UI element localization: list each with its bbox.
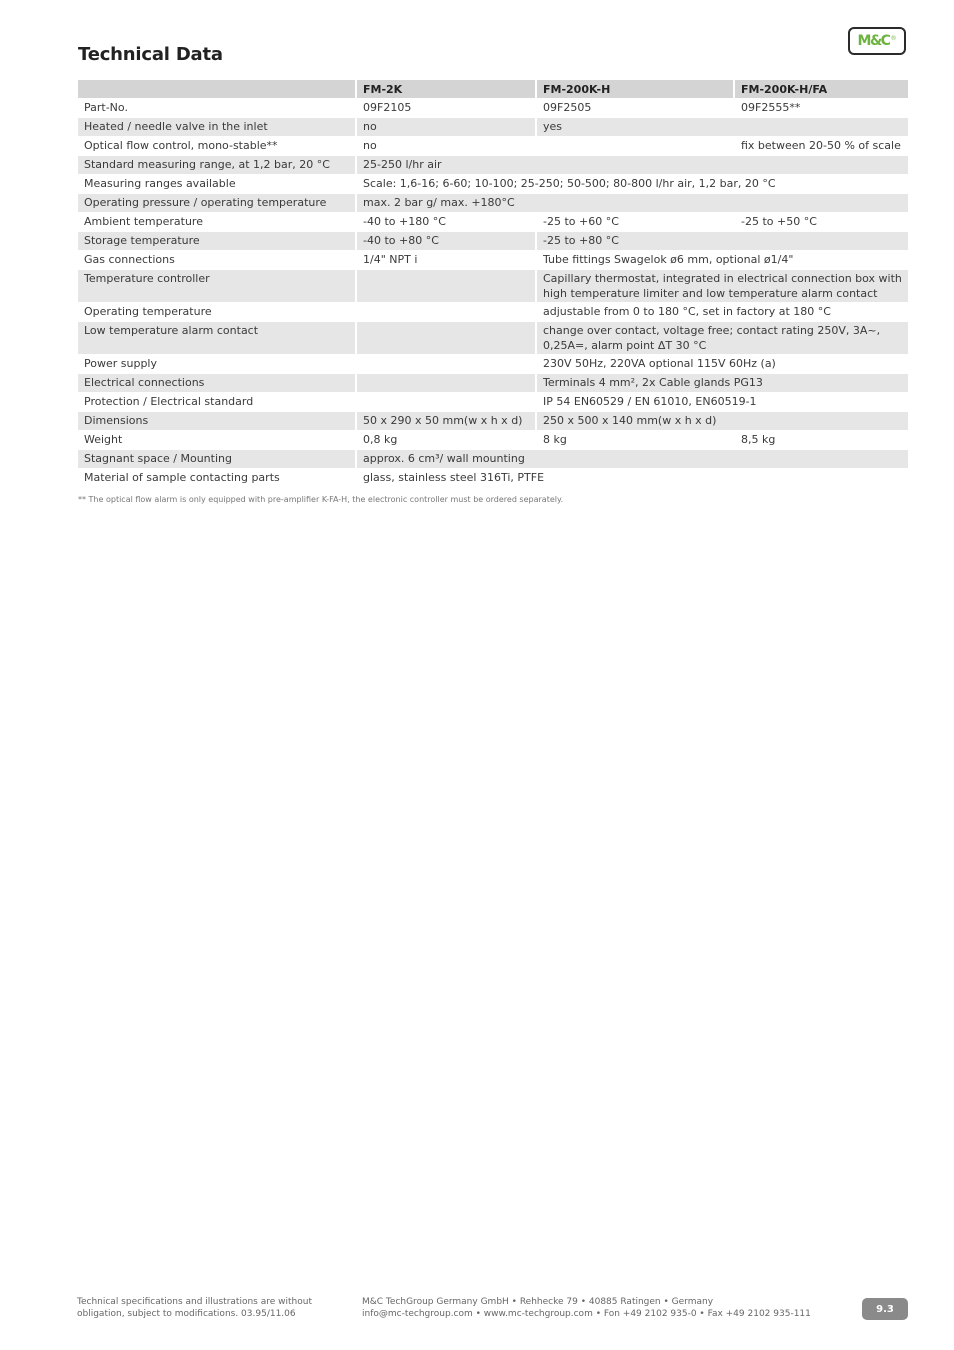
row-label: Gas connections (78, 251, 356, 270)
page-title: Technical Data (78, 44, 223, 65)
row-label: Protection / Electrical standard (78, 393, 356, 412)
row-label: Part-No. (78, 99, 356, 118)
table-row (78, 118, 908, 137)
table-row (78, 213, 908, 232)
cell-value: no (356, 137, 536, 156)
row-label: Low temperature alarm contact (78, 322, 356, 355)
technical-data-table (78, 80, 908, 488)
row-label: Ambient temperature (78, 213, 356, 232)
cell-value: Scale: 1,6-16; 6-60; 10-100; 25-250; 50-500; 80-800 l/hr air, 1,2 bar, 20 °C (356, 175, 908, 194)
cell-value (356, 393, 536, 412)
cell-value: Tube fittings Swagelok ø6 mm, optional ø1/4" (536, 251, 908, 270)
footer-disclaimer-line: Technical specifications and illustrations are without (77, 1297, 312, 1307)
table-footnote: ** The optical flow alarm is only equipped with pre-amplifier K-FA-H, the electronic controller must be ordered separately. (78, 495, 564, 504)
cell-value: 8,5 kg (734, 431, 908, 450)
table-row (78, 137, 908, 156)
cell-value: Terminals 4 mm², 2x Cable glands PG13 (536, 374, 908, 393)
header-cell-empty (78, 80, 356, 99)
table-row (78, 355, 908, 374)
cell-value (536, 137, 734, 156)
cell-value (356, 374, 536, 393)
header-cell-fm-200k-h: FM-200K-H (536, 80, 734, 99)
footer-contact (362, 1296, 832, 1320)
footer-contact-info: info@mc-techgroup.com • www.mc-techgroup.com • Fon +49 2102 935-0 • Fax +49 2102 935-111 (362, 1309, 811, 1319)
table-row (78, 194, 908, 213)
cell-value (356, 322, 536, 355)
footer-disclaimer (77, 1296, 337, 1320)
table-row (78, 156, 908, 175)
cell-value (356, 270, 536, 303)
footer-disclaimer-line: obligation, subject to modifications. 03.95/11.06 (77, 1309, 296, 1319)
header-cell-fm-200k-h-fa: FM-200K-H/FA (734, 80, 908, 99)
cell-value: approx. 6 cm³/ wall mounting (356, 450, 908, 469)
cell-value: -25 to +50 °C (734, 213, 908, 232)
table-row (78, 303, 908, 322)
cell-value: fix between 20-50 % of scale (734, 137, 908, 156)
cell-value: 250 x 500 x 140 mm(w x h x d) (536, 412, 908, 431)
row-label: Measuring ranges available (78, 175, 356, 194)
company-logo (848, 27, 906, 55)
cell-value: max. 2 bar g/ max. +180°C (356, 194, 908, 213)
footer-address: M&C TechGroup Germany GmbH • Rehhecke 79 • 40885 Ratingen • Germany (362, 1297, 714, 1307)
cell-value: no (356, 118, 536, 137)
row-label: Operating pressure / operating temperature (78, 194, 356, 213)
table-row (78, 469, 908, 488)
row-label: Optical flow control, mono-stable** (78, 137, 356, 156)
row-label: Standard measuring range, at 1,2 bar, 20 °C (78, 156, 356, 175)
cell-value (356, 303, 536, 322)
row-label: Electrical connections (78, 374, 356, 393)
table-row (78, 374, 908, 393)
header-cell-fm-2k: FM-2K (356, 80, 536, 99)
cell-value: -40 to +80 °C (356, 232, 536, 251)
cell-value: -25 to +60 °C (536, 213, 734, 232)
table-row (78, 450, 908, 469)
cell-value: 1/4" NPT i (356, 251, 536, 270)
row-label: Dimensions (78, 412, 356, 431)
cell-value: 8 kg (536, 431, 734, 450)
table-row (78, 232, 908, 251)
table-row (78, 99, 908, 118)
table-row (78, 175, 908, 194)
cell-value (356, 355, 536, 374)
page-number-badge: 9.3 (862, 1298, 908, 1320)
cell-value: 09F2105 (356, 99, 536, 118)
row-label: Material of sample contacting parts (78, 469, 356, 488)
row-label: Stagnant space / Mounting (78, 450, 356, 469)
registered-mark: ® (890, 34, 897, 42)
table-row (78, 393, 908, 412)
table-row (78, 270, 908, 303)
cell-value: -25 to +80 °C (536, 232, 908, 251)
cell-value: 25-250 l/hr air (356, 156, 908, 175)
cell-value: change over contact, voltage free; contact rating 250V, 3A~, 0,25A=, alarm point ΔT 30 °C (536, 322, 908, 355)
logo-text: M&C (857, 33, 890, 49)
table-row (78, 251, 908, 270)
row-label: Power supply (78, 355, 356, 374)
row-label: Operating temperature (78, 303, 356, 322)
cell-value: 09F2555** (734, 99, 908, 118)
cell-value: 50 x 290 x 50 mm(w x h x d) (356, 412, 536, 431)
row-label: Weight (78, 431, 356, 450)
cell-value: -40 to +180 °C (356, 213, 536, 232)
cell-value: IP 54 EN60529 / EN 61010, EN60519-1 (536, 393, 908, 412)
row-label: Heated / needle valve in the inlet (78, 118, 356, 137)
cell-value: glass, stainless steel 316Ti, PTFE (356, 469, 908, 488)
cell-value: 230V 50Hz, 220VA optional 115V 60Hz (a) (536, 355, 908, 374)
cell-value: adjustable from 0 to 180 °C, set in factory at 180 °C (536, 303, 908, 322)
table-row (78, 431, 908, 450)
cell-value: 09F2505 (536, 99, 734, 118)
table-row (78, 322, 908, 355)
table-row (78, 412, 908, 431)
cell-value: yes (536, 118, 908, 137)
row-label: Storage temperature (78, 232, 356, 251)
row-label: Temperature controller (78, 270, 356, 303)
cell-value: Capillary thermostat, integrated in electrical connection box with high temperature limiter and low temperature alarm contact (536, 270, 908, 303)
table-header-row (78, 80, 908, 99)
cell-value: 0,8 kg (356, 431, 536, 450)
